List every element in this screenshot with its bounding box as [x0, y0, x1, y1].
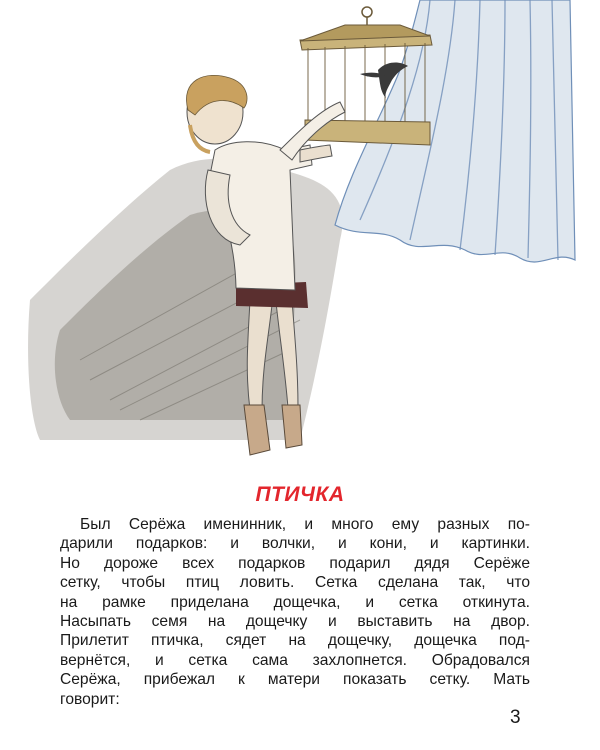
story-line: на рамке приделана дощечка, и сетка откинута.	[60, 593, 530, 611]
story-title: ПТИЧКА	[255, 483, 345, 506]
story-line: Но дороже всех подарков подарил дядя Серёже	[60, 554, 530, 572]
story-line: сетку, чтобы птиц ловить. Сетка сделана так, что	[60, 574, 530, 592]
story-line: Серёжа, прибежал к матери показать сетку. Мать	[60, 671, 530, 689]
page-number: 3	[510, 707, 521, 728]
story-line: дарили подарков: и волчки, и кони, и картинки.	[60, 535, 530, 553]
story-line: Прилетит птичка, сядет на дощечку, дощечка под-	[60, 632, 530, 650]
story-line: вернётся, и сетка сама захлопнется. Обрадовался	[60, 651, 530, 669]
story-line: говорит:	[60, 690, 120, 708]
story-line: Насыпать семя на дощечку и выставить на двор.	[60, 613, 530, 631]
story-text	[60, 515, 530, 709]
story-line: Был Серёжа именинник, и много ему разных по-	[80, 516, 530, 533]
